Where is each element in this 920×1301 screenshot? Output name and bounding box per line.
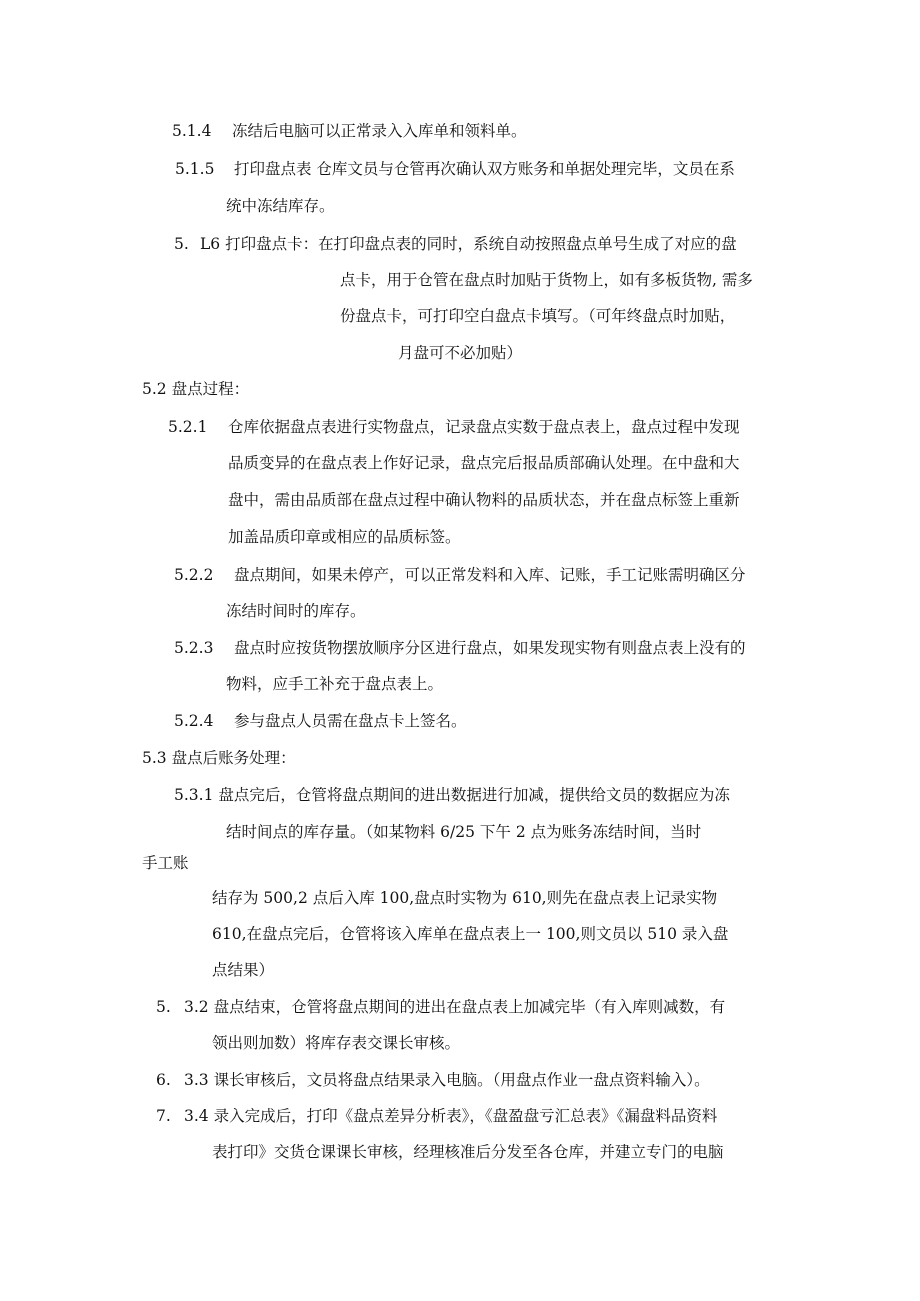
section-heading: 5.3 盘点后账务处理： bbox=[142, 749, 296, 767]
text-line: 3.4 录入完成后，打印《盘点差异分析表》，《盘盈盘亏汇总表》《漏盘料品资料 bbox=[184, 1107, 718, 1125]
text-line: 盘点期间，如果未停产，可以正常发料和入库、记账，手工记账需明确区分 bbox=[234, 566, 746, 584]
item-number: 7. bbox=[156, 1107, 171, 1125]
text-line: 物料，应手工补充于盘点表上。 bbox=[226, 675, 444, 693]
text-line: 打印盘点表 仓库文员与仓管再次确认双方账务和单据处理完毕，文员在系 bbox=[234, 160, 735, 178]
text-line: 3.2 盘点结束，仓管将盘点期间的进出在盘点表上加减完毕（有入库则减数，有 bbox=[184, 998, 726, 1016]
item-number: 5.1.4 bbox=[172, 122, 212, 140]
text-line: 品质变异的在盘点表上作好记录，盘点完后报品质部确认处理。在中盘和大 bbox=[228, 454, 740, 472]
text-line: 点结果） bbox=[212, 961, 275, 979]
text-line: 冻结后电脑可以正常录入入库单和领料单。 bbox=[232, 122, 527, 140]
text-line: 仓库依据盘点表进行实物盘点，记录盘点实数于盘点表上，盘点过程中发现 bbox=[228, 418, 740, 436]
item-number: 6. bbox=[156, 1071, 171, 1089]
item-number: 5.2.1 bbox=[168, 418, 208, 436]
text-line: 统中冻结库存。 bbox=[226, 197, 335, 215]
text-line: L6 打印盘点卡：在打印盘点表的同时，系统自动按照盘点单号生成了对应的盘 bbox=[200, 235, 737, 253]
text-line: 领出则加数）将库存表交课长审核。 bbox=[212, 1034, 461, 1052]
text-line: 冻结时间时的库存。 bbox=[226, 602, 366, 620]
text-line: 表打印》交货仓课课长审核，经理核准后分发至各仓库，并建立专门的电脑 bbox=[212, 1143, 724, 1161]
text-line: 参与盘点人员需在盘点卡上签名。 bbox=[234, 712, 467, 730]
text-line: 点卡，用于仓管在盘点时加贴于货物上，如有多板货物, 需多 bbox=[340, 271, 753, 289]
item-number: 5. bbox=[156, 998, 171, 1016]
item-number: 5.2.2 bbox=[174, 566, 214, 584]
text-line: 盘中，需由品质部在盘点过程中确认物料的品质状态，并在盘点标签上重新 bbox=[228, 491, 740, 509]
item-number: 5.1.5 bbox=[175, 160, 215, 178]
text-line: 610,在盘点完后，仓管将该入库单在盘点表上一 100,则文员以 510 录入盘 bbox=[212, 925, 729, 943]
text-line: 手工账 bbox=[142, 854, 189, 872]
text-line: 月盘可不必加贴） bbox=[398, 344, 523, 362]
text-line: 3.3 课长审核后，文员将盘点结果录入电脑。（用盘点作业一盘点资料输入）。 bbox=[184, 1071, 710, 1089]
item-number: 5. bbox=[174, 235, 189, 253]
item-number: 5.2.4 bbox=[174, 712, 214, 730]
text-line: 5.3.1 盘点完后，仓管将盘点期间的进出数据进行加减，提供给文员的数据应为冻 bbox=[174, 786, 730, 804]
item-number: 5.2.3 bbox=[174, 639, 214, 657]
text-line: 份盘点卡，可打印空白盘点卡填写。（可年终盘点时加贴， bbox=[340, 307, 736, 325]
text-line: 盘点时应按货物摆放顺序分区进行盘点，如果发现实物有则盘点表上没有的 bbox=[234, 639, 746, 657]
section-heading: 5.2 盘点过程： bbox=[142, 380, 250, 398]
text-line: 结存为 500,2 点后入库 100,盘点时实物为 610,则先在盘点表上记录实物 bbox=[212, 889, 718, 907]
text-line: 结时间点的库存量。（如某物料 6/25 下午 2 点为账务冻结时间，当时 bbox=[226, 823, 702, 841]
text-line: 加盖品质印章或相应的品质标签。 bbox=[228, 528, 461, 546]
